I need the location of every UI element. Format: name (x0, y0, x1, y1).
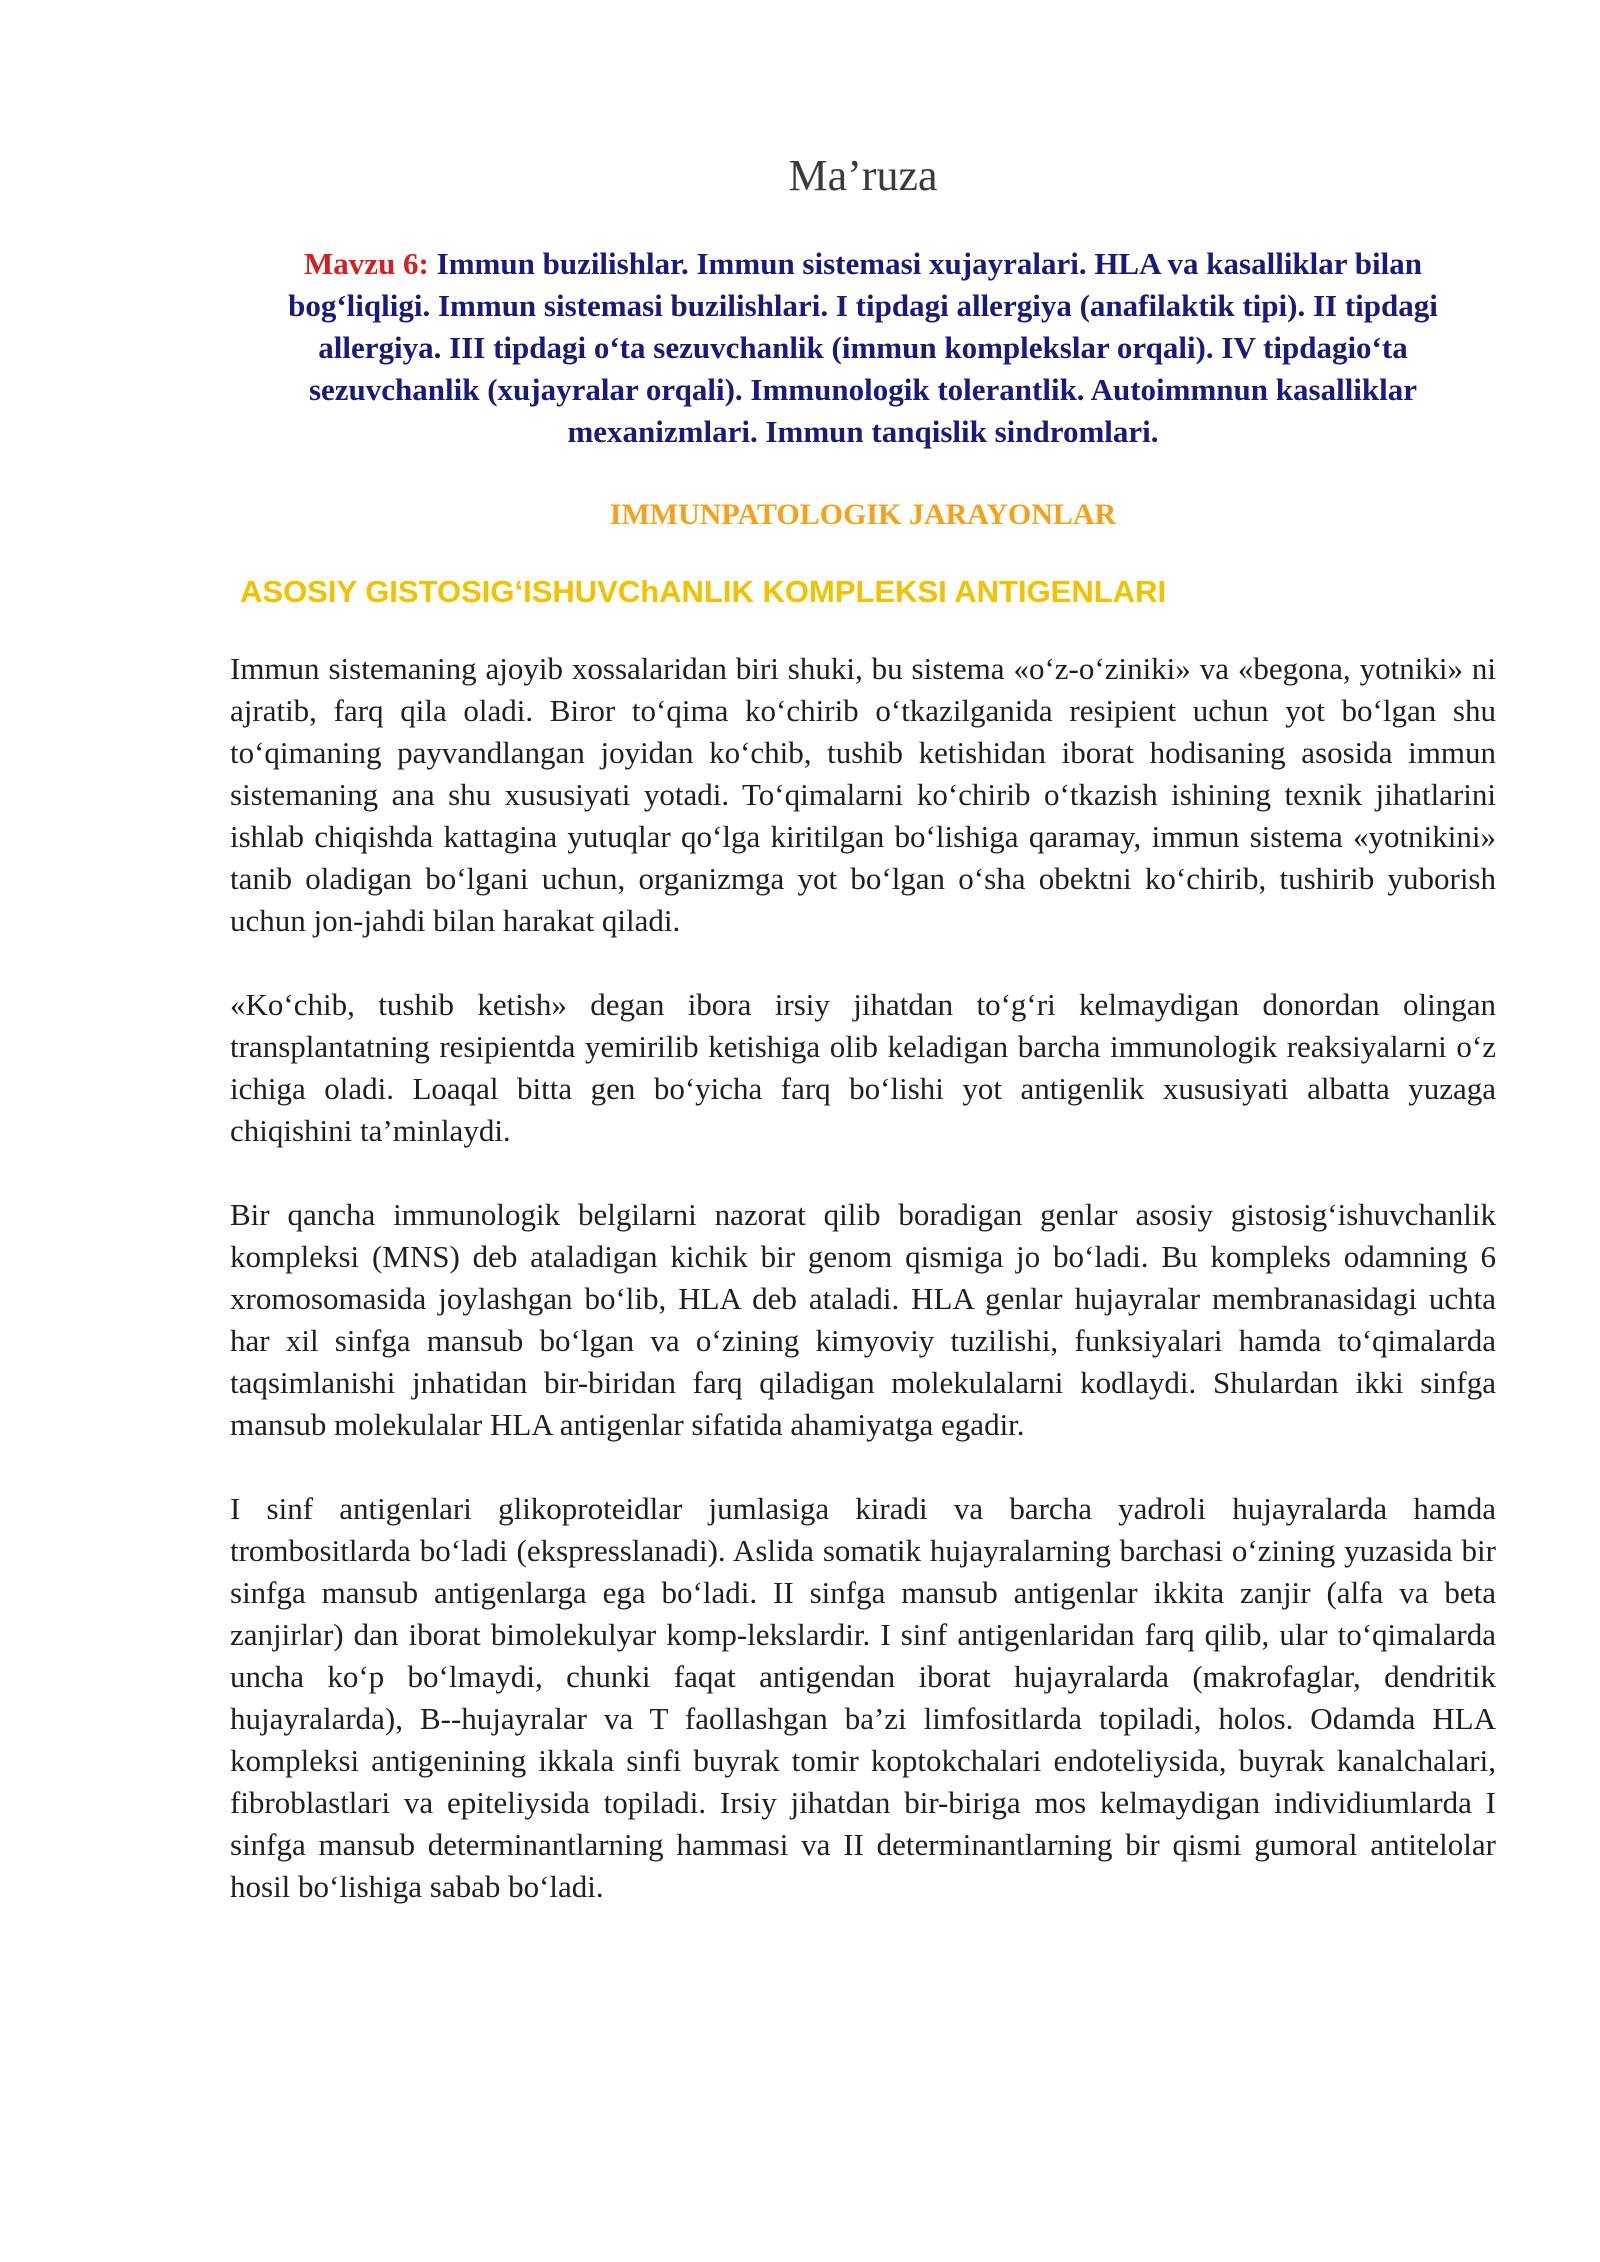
topic-text: Immun buzilishlar. Immun sistemasi xujayralari. HLA va kasalliklar bilan bogʻliqligi. Immun sistemasi buzilishlari. I tipdagi allergiya (anafilaktik tipi). II tipdagi allergiya. III tipdagi oʻta sezuvchanlik (immun komplekslar orqali). IV tipdagioʻta sezuvchanlik (xujayralar orqali). Immunologik tolerantlik. Autoimmnun kasalliklar mexanizmlari. Immun tanqislik sindromlari. (288, 245, 1438, 449)
document-title: Ma’ruza (788, 151, 938, 200)
paragraph-2: «Koʻchib, tushib ketish» degan ibora irsiy jihatdan toʻgʻri kelmaydigan donordan olingan transplantatning resipientda yemirilib ketishiga olib keladigan barcha immunologik reaksiyalarni oʻz ichiga oladi. Loaqal bitta gen boʻyicha farq boʻlishi yot antigenlik xususiyati albatta yuzaga chiqishini ta’minlaydi. (230, 986, 1496, 1148)
lecture-topic (230, 243, 1496, 453)
document-page (230, 150, 1496, 1950)
paragraph-4: I sinf antigenlari glikoproteidlar jumlasiga kiradi va barcha yadroli hujayralarda hamda trombositlarda boʻladi (ekspresslanadi). Aslida somatik hujayralarning barchasi oʻzining yuzasida bir sinfga mansub antigenlarga ega boʻladi. II sinfga mansub antigenlar ikkita zanjir (alfa va beta zanjirlar) dan iborat bimolekulyar komp-lekslardir. I sinf antigenlaridan farq qilib, ular toʻqimalarda uncha koʻp boʻlmaydi, chunki faqat antigendan iborat hujayralarda (makrofaglar, dendritik hujayralarda), B--hujayralar va T faollashgan ba’zi limfositlarda topiladi, holos. Odamda HLA kompleksi antigenining ikkala sinfi buyrak tomir koptokchalari endoteliysida, buyrak kanalchalari, fibroblastlari va epiteliysida topiladi. Irsiy jihatdan bir-biriga mos kelmaydigan individiumlarda I sinfga mansub determinantlarning hammasi va II determinantlarning bir qismi gumoral antitelolar hosil boʻlishiga sabab boʻladi. (230, 1490, 1496, 1904)
section-heading-immunopathology: IMMUNPATOLOGIK JARAYONLAR (609, 497, 1117, 531)
paragraph-3: Bir qancha immunologik belgilarni nazorat qilib boradigan genlar asosiy gistosigʻishuvchanlik kompleksi (MNS) deb ataladigan kichik bir genom qismiga jo boʻladi. Bu kompleks odamning 6 xromosomasida joylashgan boʻlib, HLA deb ataladi. HLA genlar hujayralar membranasidagi uchta har xil sinfga mansub boʻlgan va oʻzining kimyoviy tuzilishi, funksiyalari hamda toʻqimalarda taqsimlanishi jnhatidan bir-biridan farq qiladigan molekulalarni kodlaydi. Shulardan ikki sinfga mansub molekulalar HLA antigenlar sifatida ahamiyatga egadir. (230, 1196, 1496, 1442)
section-heading-mhc-antigens: ASOSIY GISTOSIGʻISHUVChANLIK KOMPLEKSI ANTIGENLARI (240, 573, 1167, 609)
topic-label: Mavzu 6: (304, 245, 429, 281)
paragraph-1: Immun sistemaning ajoyib xossalaridan biri shuki, bu sistema «oʻz-oʻziniki» va «begona, yotniki» ni ajratib, farq qila oladi. Biror toʻqima koʻchirib oʻtkazilganida resipient uchun yot boʻlgan shu toʻqimaning payvandlangan joyidan koʻchib, tushib ketishidan iborat hodisaning asosida immun sistemaning ana shu xususiyati yotadi. Toʻqimalarni koʻchirib oʻtkazish ishining texnik jihatlarini ishlab chiqishda kattagina yutuqlar qoʻlga kiritilgan boʻlishiga qaramay, immun sistema «yotnikini» tanib oladigan boʻlgani uchun, organizmga yot boʻlgan oʻsha obektni koʻchirib, tushirib yuborish uchun jon-jahdi bilan harakat qiladi. (230, 650, 1496, 938)
